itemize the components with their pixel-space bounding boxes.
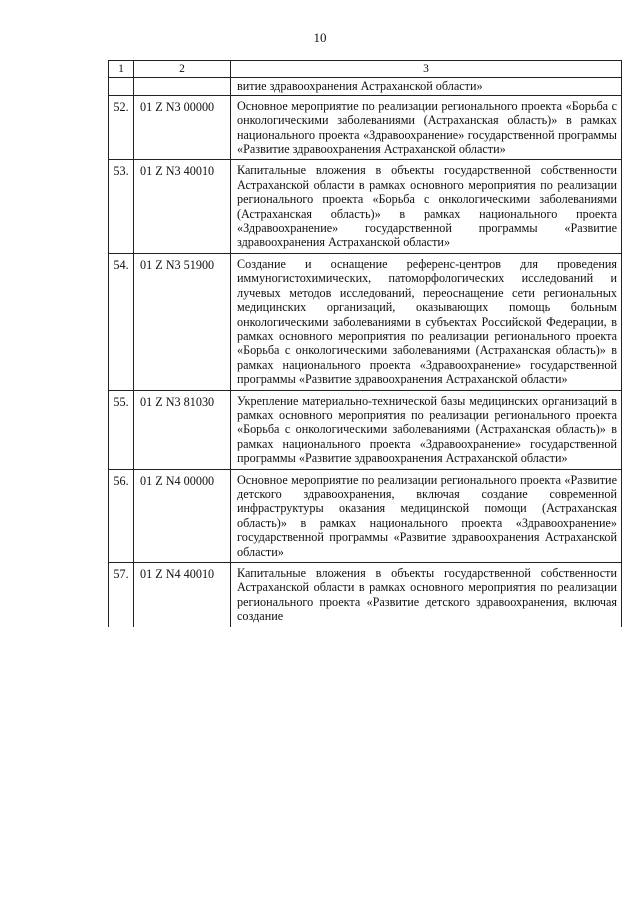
table-row: [109, 469, 622, 562]
continuation-text: витие здравоохранения Астраханской области»: [231, 78, 622, 95]
column-header-2: 2: [134, 61, 231, 78]
row-code: 01 Z N3 81030: [134, 390, 231, 469]
table-header-row: [109, 61, 622, 78]
row-description: Основное мероприятие по реализации регионального проекта «Развитие детского здравоохранения, включая создание современной инфраструктуры оказания медицинской помощи (Астраханская область)» в рамках национального проекта «Здравоохранение» государственной программы «Развитие здравоохранения Астраханской области»: [231, 469, 622, 562]
row-description: Основное мероприятие по реализации регионального проекта «Борьба с онкологическими заболеваниями (Астраханская область)» в рамках национального проекта «Здравоохранение» государственной программы «Развитие здравоохранения Астраханской области»: [231, 95, 622, 160]
row-number: 53.: [109, 160, 134, 253]
row-description: Капитальные вложения в объекты государственной собственности Астраханской области в рамках основного мероприятия по реализации регионального проекта «Развитие детского здравоохранения, включая создание: [231, 563, 622, 627]
page-number: 10: [313, 30, 327, 45]
row-number: 55.: [109, 390, 134, 469]
table-row: [109, 95, 622, 160]
row-description: Укрепление материально-технической базы медицинских организаций в рамках основного мероприятия по реализации регионального проекта «Борьба с онкологическими заболеваниями (Астраханская область)» в рамках национального проекта «Здравоохранение» государственной программы «Развитие здравоохранения Астраханской области»: [231, 390, 622, 469]
column-header-1: 1: [109, 61, 134, 78]
row-number: 56.: [109, 469, 134, 562]
continuation-row: [109, 78, 622, 95]
row-code: 01 Z N4 40010: [134, 563, 231, 627]
row-code: 01 Z N3 51900: [134, 253, 231, 390]
table-row: [109, 390, 622, 469]
row-number: 52.: [109, 95, 134, 160]
row-code: 01 Z N4 00000: [134, 469, 231, 562]
budget-classification-table: [108, 60, 622, 627]
row-description: Капитальные вложения в объекты государственной собственности Астраханской области в рамках основного мероприятия по реализации регионального проекта «Борьба с онкологическими заболеваниями (Астраханская область)» в рамках национального проекта «Здравоохранение» государственной программы «Развитие здравоохранения Астраханской области»: [231, 160, 622, 253]
table-row: [109, 160, 622, 253]
column-header-3: 3: [231, 61, 622, 78]
table-row: [109, 253, 622, 390]
row-code: 01 Z N3 40010: [134, 160, 231, 253]
row-number: 57.: [109, 563, 134, 627]
row-number: 54.: [109, 253, 134, 390]
row-description: Создание и оснащение референс-центров для проведения иммуногистохимических, патоморфологических исследований и лучевых методов исследований, переоснащение сети региональных медицинских организаций, оказывающих помощь больным онкологическими заболеваниями в субъектах Российской Федерации, в рамках основного мероприятия по реализации регионального проекта «Борьба с онкологическими заболеваниями (Астраханская область)» в рамках национального проекта «Здравоохранение» государственной программы «Развитие здравоохранения Астраханской области»: [231, 253, 622, 390]
table-row: [109, 563, 622, 627]
row-code: 01 Z N3 00000: [134, 95, 231, 160]
